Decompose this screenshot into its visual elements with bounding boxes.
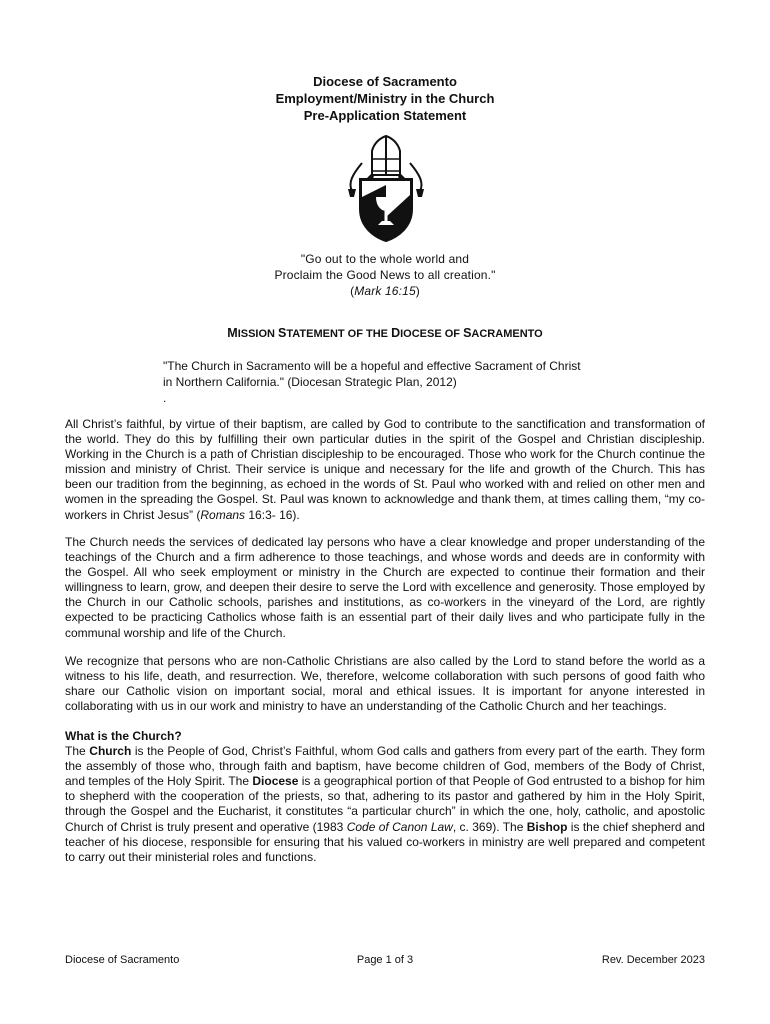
scripture-reference: (Mark 16:15) [350,284,420,298]
paragraph-what-is-church: What is the Church? The Church is the People of God, Christ’s Faithful, whom God calls and gathers from every part of the earth. They form the assembly of those who, through faith and baptism, have become children of God, members of the Body of Christ, and temples of the Holy Spirit. The Diocese is a geographical portion of that People of God entrusted to a bishop for him to shepherd with the cooperation of the priests, so that, adhering to its pastor and gathered by him in the Holy Spirit, through the Gospel and the Eucharist, it constitutes “a particular church” in which the one, holy, catholic, and apostolic Church of Christ is truly present and operative (1983 Code of Canon Law, c. 369). The Bishop is the chief shepherd and teacher of his diocese, responsible for ensuring that his valued co-workers in ministry are well prepared and competent to carry out their ministerial roles and functions. [65,729,705,864]
paragraph-lay-persons: The Church needs the services of dedicated lay persons who have a clear knowledge and proper understanding of the teachings of the Church and a firm adherence to those teachings, and whose words and deeds are in conformity with the Gospel. All who seek employment or ministry in the Church are expected to continue their formation and their willingness to learn, grow, and deepen their desire to serve the Lord with excellence and generosity. Those employed by the Church in our Catholic schools, parishes and institutions, as co-workers in the vineyard of the Lord, are rightly expected to be practicing Catholics whose faith is an essential part of their daily lives and who participate fully in the communal worship and life of the Church. [65,535,705,640]
header-subtitle: Employment/Ministry in the Church [275,91,495,106]
scripture-line-1: "Go out to the whole world and [300,252,470,266]
paragraph-faithful-called: All Christ’s faithful, by virtue of their baptism, are called by God to contribute to the sanctification and transformation of the world. They do this by fulfilling their own particular duties in the spirit of the Gospel and Christian discipleship. Working in the Church is a path of Christian discipleship to be encouraged. Those who work for the Church continue the mission and ministry of Christ. Their service is unique and necessary for the life and growth of the Church. This has been our tradition from the beginning, as echoed in the words of St. Paul who worked with and relied on other men and women in the spreading the Gospel. St. Paul was known to acknowledge and thank them, at times calling them, “my co-workers in Christ Jesus” (Romans 16:3- 16). [65,417,705,522]
header-diocese-name: Diocese of Sacramento [313,74,457,89]
mission-statement-quote: "The Church in Sacramento will be a hopeful and effective Sacrament of Christ in Northern California." (Diocesan Strategic Plan, 2012) . [163,359,581,405]
paragraph-non-catholic: We recognize that persons who are non-Catholic Christians are also called by the Lord to stand before the world as a witness to his life, death, and resurrection. We, therefore, welcome collaboration with such persons of good faith who share our Catholic vision on important social, moral and ethical issues. It is important for anyone interested in collaborating with us in our work and ministry to have an understanding of the Catholic Church and her teachings. [65,654,705,714]
mission-statement-title: MISSION STATEMENT OF THE DIOCESE OF SACRAMENTO [227,326,543,340]
document-header [0,73,770,124]
header-document-title: Pre-Application Statement [303,108,467,123]
scripture-line-2: Proclaim the Good News to all creation." [274,268,496,282]
footer-left: Diocese of Sacramento [65,954,180,966]
section-heading: What is the Church? [65,729,182,743]
footer-revision: Rev. December 2023 [601,954,705,966]
scripture-quote [0,251,770,299]
footer-page-number: Page 1 of 3 [356,954,414,966]
diocese-crest-icon [342,135,430,243]
